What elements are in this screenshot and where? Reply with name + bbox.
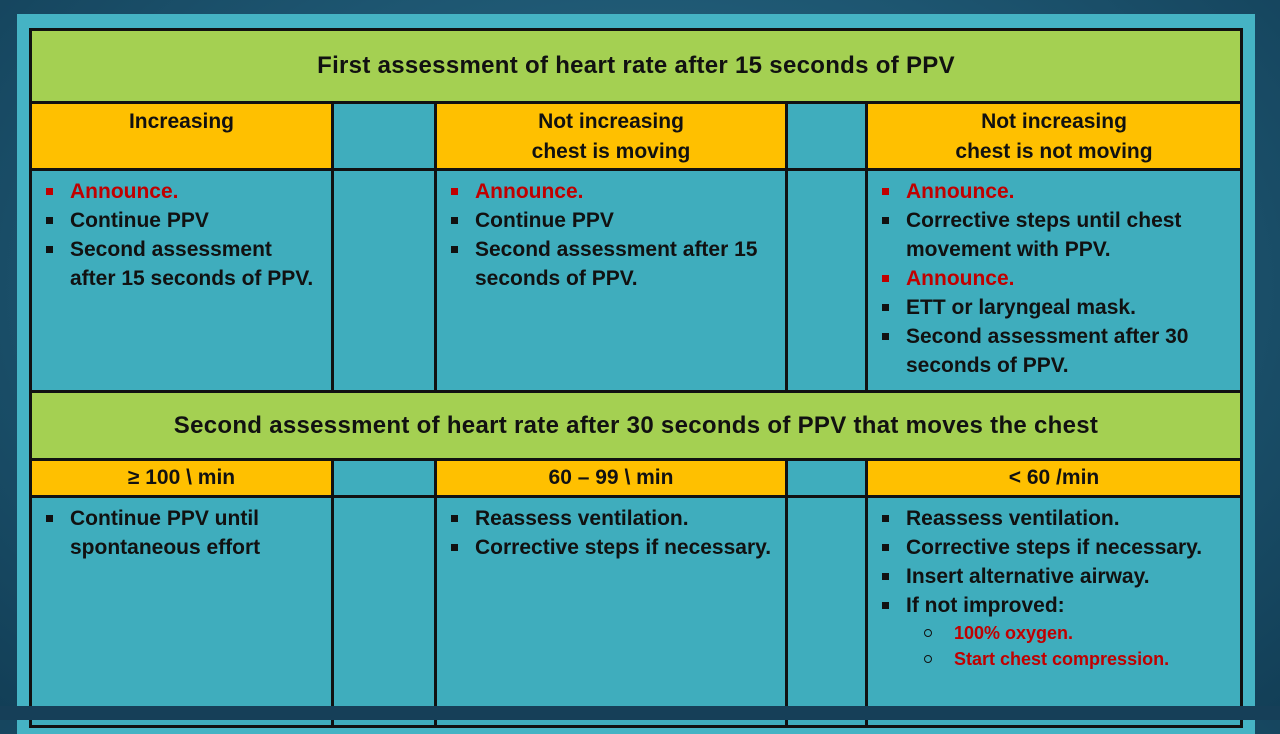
hr-60-99-actions: [436, 497, 787, 727]
increasing-actions: [31, 170, 333, 392]
list-item: Second assessment after 15 seconds of PPV.: [40, 235, 323, 293]
list-item: [876, 591, 1232, 672]
header-line: chest is not moving: [955, 140, 1153, 163]
list-item: [445, 177, 777, 206]
list-item: Corrective steps if necessary.: [876, 533, 1232, 562]
header-hr-60-99: 60 – 99 \ min: [436, 460, 787, 497]
bottom-bar: [0, 706, 1280, 720]
list-item: Continue PPV: [445, 206, 777, 235]
announce-text: Announce.: [70, 180, 179, 203]
spacer-cell: [787, 497, 867, 727]
list-item: Continue PPV: [40, 206, 323, 235]
header-line: chest is moving: [531, 140, 691, 163]
list-item: Second assessment after 15 seconds of PPV.: [445, 235, 777, 293]
announce-text: Announce.: [475, 180, 584, 203]
list-item: [40, 177, 323, 206]
spacer-cell: [787, 103, 867, 170]
list-item: Second assessment after 30 seconds of PPV.: [876, 322, 1232, 380]
list-item-label: If not improved:: [906, 594, 1065, 617]
header-hr-100-plus: ≥ 100 \ min: [31, 460, 333, 497]
header-not-increasing-moving: [436, 103, 787, 170]
header-increasing: [31, 103, 333, 170]
hr-under-60-actions: [867, 497, 1242, 727]
spacer-cell: [787, 460, 867, 497]
list-item: Reassess ventilation.: [445, 504, 777, 533]
list-item: Corrective steps until chest movement with PPV.: [876, 206, 1232, 264]
header-line: Not increasing: [538, 110, 684, 133]
list-item: [876, 177, 1232, 206]
list-item: [876, 264, 1232, 293]
spacer-cell: [333, 460, 436, 497]
hr-100-plus-actions: [31, 497, 333, 727]
spacer-cell: [787, 170, 867, 392]
spacer-cell: [333, 103, 436, 170]
list-item: ETT or laryngeal mask.: [876, 293, 1232, 322]
list-item: Corrective steps if necessary.: [445, 533, 777, 562]
moving-actions: [436, 170, 787, 392]
announce-text: Announce.: [906, 180, 1015, 203]
list-item: Continue PPV until spontaneous effort: [40, 504, 323, 562]
ppv-assessment-table: [29, 28, 1243, 728]
first-assessment-title: First assessment of heart rate after 15 seconds of PPV: [31, 30, 1242, 103]
spacer-cell: [333, 497, 436, 727]
list-item: Insert alternative airway.: [876, 562, 1232, 591]
spacer-cell: [333, 170, 436, 392]
not-moving-actions: [867, 170, 1242, 392]
header-increasing-label: Increasing: [128, 110, 235, 133]
second-assessment-title: Second assessment of heart rate after 30 seconds of PPV that moves the chest: [31, 392, 1242, 460]
announce-text: Announce.: [906, 267, 1015, 290]
sub-list-item: 100% oxygen.: [924, 620, 1232, 646]
header-not-increasing-not-moving: [867, 103, 1242, 170]
list-item: Reassess ventilation.: [876, 504, 1232, 533]
header-hr-under-60: < 60 /min: [867, 460, 1242, 497]
header-line: Not increasing: [981, 110, 1127, 133]
sub-list-item: Start chest compression.: [924, 646, 1232, 672]
